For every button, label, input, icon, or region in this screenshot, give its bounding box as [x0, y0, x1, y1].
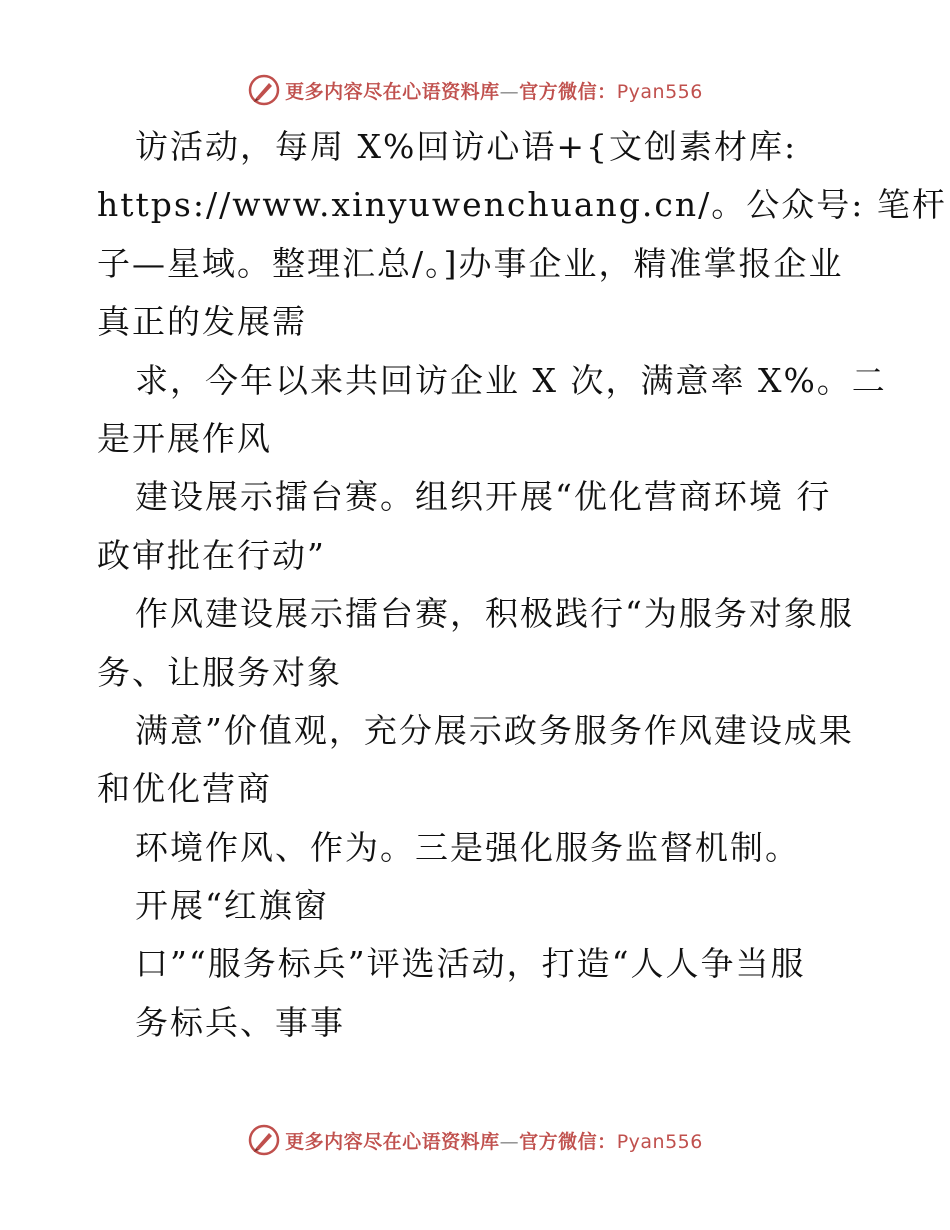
- text-line: 求，今年以来共回访企业 X 次，满意率 X%。二: [135, 360, 887, 400]
- text-line: 作风建设展示擂台赛，积极践行“为服务对象服: [135, 594, 854, 634]
- text-line: 开展“红旗窗: [135, 886, 329, 926]
- text-line: 是开展作风: [97, 418, 272, 458]
- watermark-text: 更多内容尽在心语资料库—官方微信：Pyan556: [285, 1130, 703, 1153]
- text-line: 环境作风、作为。三是强化服务监督机制。: [135, 827, 800, 867]
- text-line: 访活动，每周 X%回访心语+{文创素材库:: [135, 127, 798, 166]
- text-line: https://www.xinyuwenchuang.cn/。公众号: 笔杆: [97, 185, 947, 225]
- pen-logo-icon: [247, 1123, 281, 1157]
- footer-watermark: [0, 1120, 950, 1160]
- text-line: 满意”价值观，充分展示政务服务作风建设成果: [135, 710, 854, 750]
- text-line: 务、让服务对象: [97, 652, 342, 692]
- text-line: 政审批在行动”: [97, 535, 326, 575]
- text-line: 真正的发展需: [97, 302, 307, 342]
- text-line: 口”“服务标兵”评选活动，打造“人人争当服: [135, 944, 806, 984]
- header-watermark: [0, 70, 950, 110]
- text-line: 务标兵、事事: [135, 1002, 345, 1042]
- text-line: 子—星域。整理汇总/。]办事企业，精准掌报企业: [97, 243, 844, 283]
- pen-logo-icon: [247, 73, 281, 107]
- document-body: [97, 118, 947, 1052]
- text-line: 和优化营商: [97, 769, 272, 809]
- watermark-text: 更多内容尽在心语资料库—官方微信：Pyan556: [285, 80, 703, 103]
- text-line: 建设展示擂台赛。组织开展“优化营商环境 行: [135, 477, 832, 517]
